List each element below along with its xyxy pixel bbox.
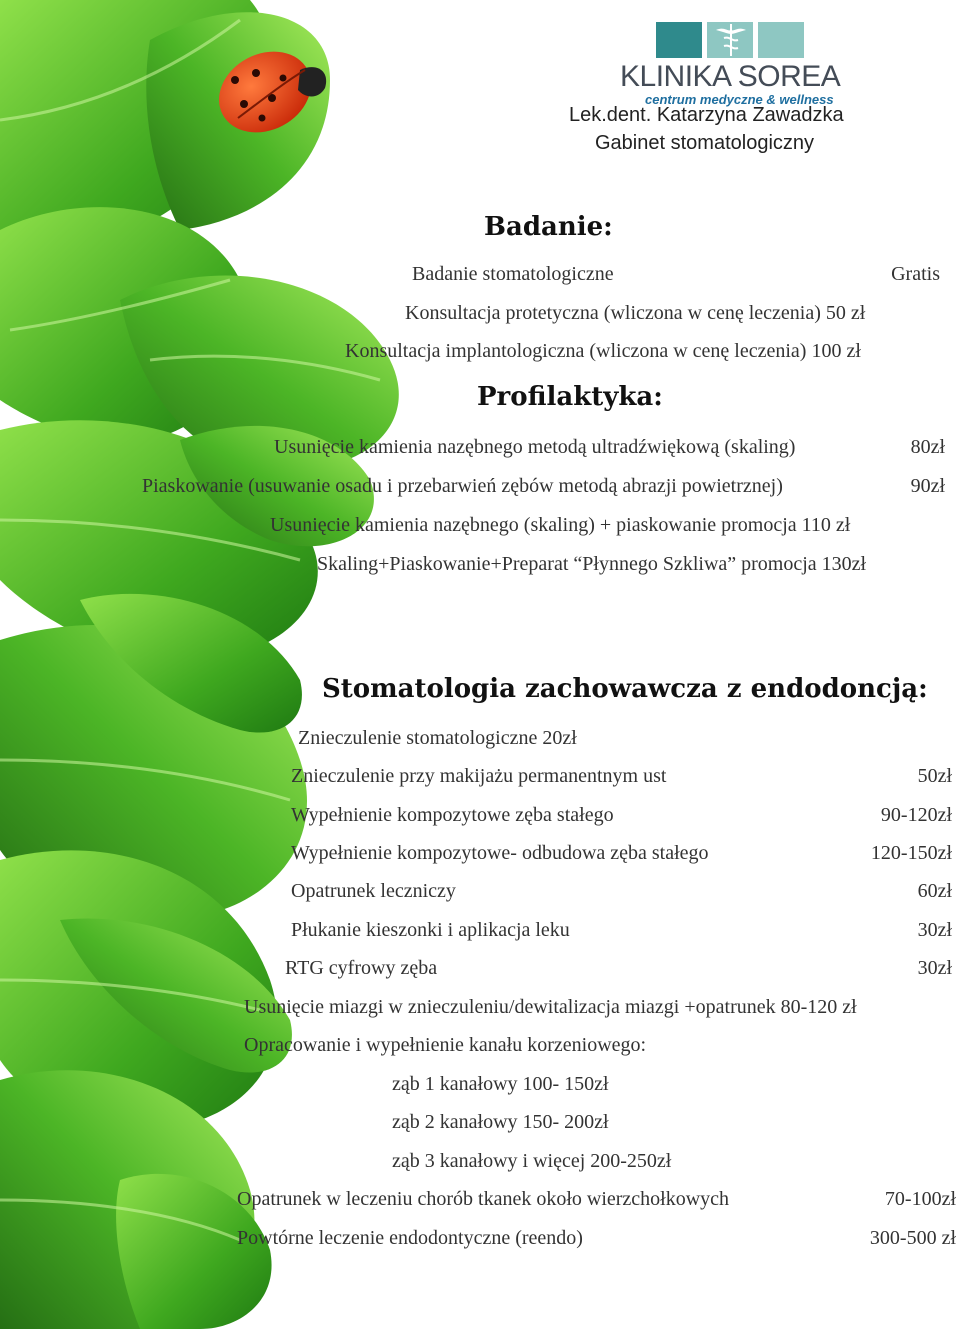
logo-mark	[656, 22, 804, 60]
section-heading-zachowawcza: Stomatologia zachowawcza z endodoncją:	[322, 674, 928, 704]
price-item-label: Opatrunek w leczeniu chorób tkanek około wierzchołkowych	[237, 1188, 730, 1210]
brand-tagline: centrum medyczne & wellness	[645, 92, 834, 107]
price-item-text: ząb 3 kanałowy i więcej 200-250zł	[392, 1150, 672, 1172]
section-heading-badanie: Badanie:	[484, 212, 613, 242]
price-item-value: 70-100zł	[884, 1188, 956, 1210]
price-item-value: 50zł	[917, 765, 952, 787]
price-item-value: 90-120zł	[880, 804, 952, 826]
price-item-label: Wypełnienie kompozytowe- odbudowa zęba stałego	[291, 842, 709, 864]
section-heading-profilaktyka: Profilaktyka:	[477, 382, 663, 412]
price-item-text: Usunięcie kamienia nazębnego (skaling) + piaskowanie promocja 110 zł	[270, 514, 851, 536]
price-item-value: 30zł	[917, 919, 952, 941]
brand-name: KLINIKA SOREA	[620, 60, 841, 93]
price-item-label: Opatrunek leczniczy	[291, 880, 456, 902]
price-item-label: Usunięcie kamienia nazębnego metodą ultradźwiękową (skaling)	[274, 436, 796, 458]
price-item-text: Usunięcie miazgi w znieczuleniu/dewitalizacja miazgi +opatrunek 80-120 zł	[244, 996, 857, 1018]
price-item-label: Powtórne leczenie endodontyczne (reendo)	[237, 1227, 583, 1249]
price-item-value: 90zł	[910, 475, 945, 497]
price-item-text: Skaling+Piaskowanie+Preparat “Płynnego Szkliwa” promocja 130zł	[317, 553, 867, 575]
price-item-value: 120-150zł	[870, 842, 952, 864]
price-item-value: 80zł	[910, 436, 945, 458]
clinic-logo	[620, 22, 850, 110]
price-item-text: ząb 1 kanałowy 100- 150zł	[392, 1073, 609, 1095]
doctor-name: Lek.dent. Katarzyna Zawadzka	[569, 104, 844, 126]
office-name: Gabinet stomatologiczny	[595, 132, 815, 154]
price-item-label: Piaskowanie (usuwanie osadu i przebarwień zębów metodą abrazji powietrznej)	[142, 475, 783, 497]
price-item-text: Opracowanie i wypełnienie kanału korzeniowego:	[244, 1034, 647, 1056]
price-item-label: RTG cyfrowy zęba	[285, 957, 438, 979]
price-item-value: 300-500 zł	[869, 1227, 956, 1249]
price-item-value: 60zł	[917, 880, 952, 902]
price-item-label: Znieczulenie przy makijażu permanentnym ust	[291, 765, 667, 787]
price-item-label: Wypełnienie kompozytowe zęba stałego	[291, 804, 614, 826]
price-item-value: Gratis	[891, 263, 940, 285]
price-item-text: Znieczulenie stomatologiczne 20zł	[298, 727, 577, 749]
price-item-text: ząb 2 kanałowy 150- 200zł	[392, 1111, 609, 1133]
caduceus-icon	[708, 22, 754, 58]
price-item-label: Płukanie kieszonki i aplikacja leku	[291, 919, 570, 941]
price-item-value: 30zł	[917, 957, 952, 979]
price-item-label: Badanie stomatologiczne	[412, 263, 614, 285]
price-item-text: Konsultacja protetyczna (wliczona w cenę leczenia) 50 zł	[405, 302, 866, 324]
price-item-text: Konsultacja implantologiczna (wliczona w cenę leczenia) 100 zł	[345, 340, 861, 362]
